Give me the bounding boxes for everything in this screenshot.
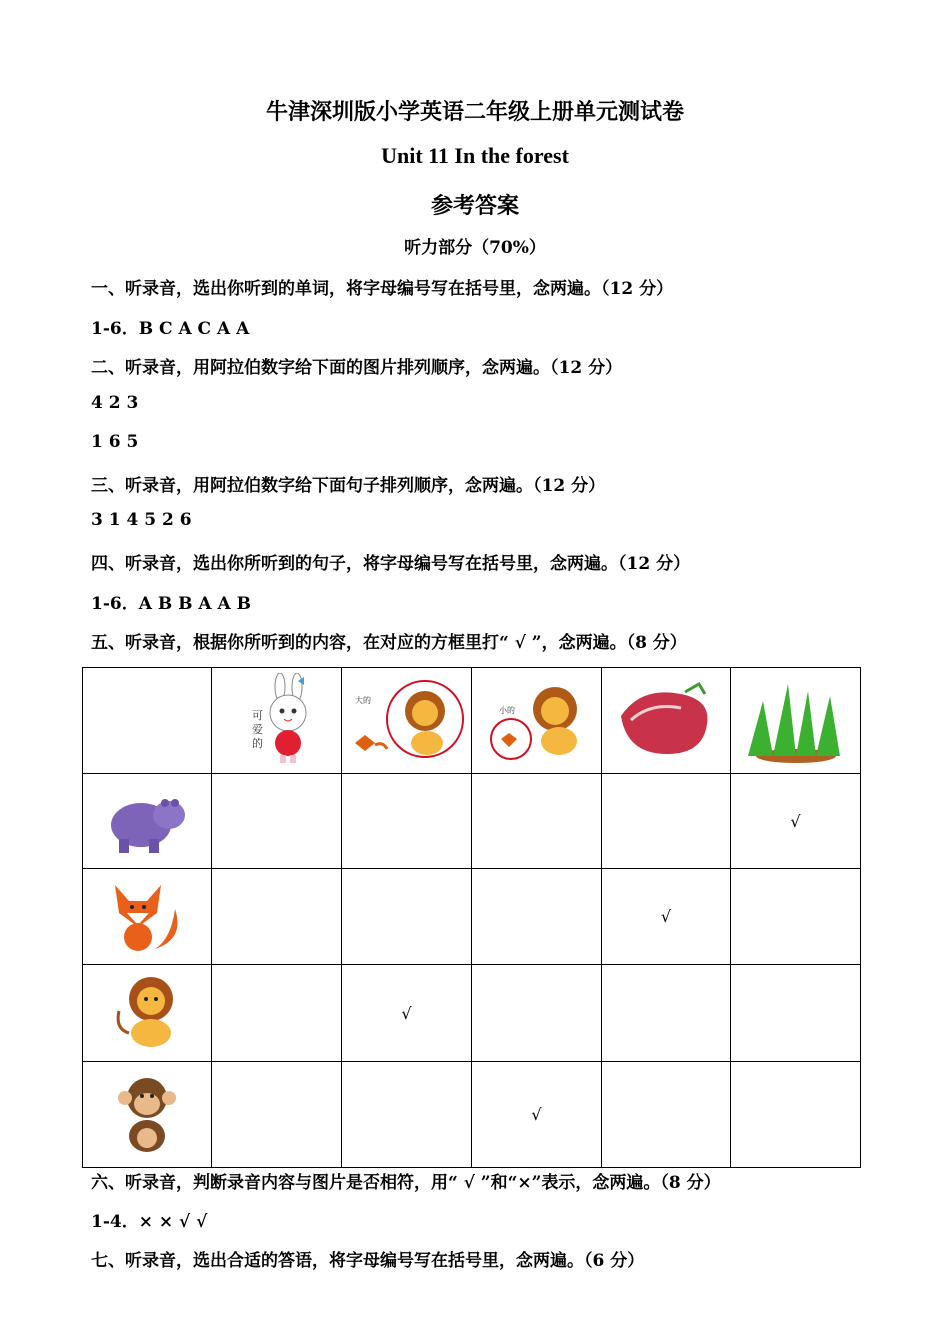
- section-4-instruction: 四、听录音，选出你所听到的句子，将字母编号写在括号里，念两遍。（12 分）: [91, 554, 691, 574]
- header-cell-meat: [602, 668, 731, 774]
- section-2-answer-row-2: 1 6 5: [91, 432, 139, 452]
- unit-title: Unit 11 In the forest: [381, 143, 569, 168]
- check-cell: [731, 774, 861, 869]
- hippo-cell: [83, 774, 212, 869]
- cute-label-1: 可: [251, 708, 263, 722]
- section-1-instruction: 一、听录音，选出你听到的单词，将字母编号写在括号里，念两遍。（12 分）: [91, 279, 674, 299]
- document-title: 牛津深圳版小学英语二年级上册单元测试卷: [265, 99, 684, 125]
- section-3-instruction: 三、听录音，用阿拉伯数字给下面句子排列顺序，念两遍。（12 分）: [91, 476, 606, 496]
- check-cell: [602, 774, 731, 869]
- check-cell: [472, 1062, 602, 1168]
- check-cell: [731, 965, 861, 1062]
- cute-rabbit-picture: [222, 673, 332, 769]
- check-cell: [212, 965, 342, 1062]
- check-cell: [602, 869, 731, 965]
- big-lion-picture: [347, 673, 467, 769]
- check-cell: [472, 869, 602, 965]
- lion-cell: [83, 965, 212, 1062]
- section-1-answer: 1-6．B C A C A A: [91, 319, 250, 339]
- monkey-cell: [83, 1062, 212, 1168]
- check-cell: [602, 1062, 731, 1168]
- grass-picture: [738, 676, 853, 766]
- check-cell: [602, 965, 731, 1062]
- check-cell: [342, 774, 472, 869]
- check-cell: [472, 774, 602, 869]
- check-cell: [731, 1062, 861, 1168]
- meat-picture: [611, 676, 721, 766]
- check-cell: [472, 965, 602, 1062]
- check-mark: √: [401, 1003, 412, 1023]
- table-header-row: [83, 668, 861, 774]
- header-cell-cute: [212, 668, 342, 774]
- check-mark: √: [660, 907, 672, 926]
- monkey-icon: [107, 1072, 187, 1158]
- section-4-answer: 1-6．A B B A A B: [91, 594, 251, 614]
- check-cell: [212, 869, 342, 965]
- check-cell: [212, 1062, 342, 1168]
- header-cell-big: [342, 668, 472, 774]
- check-cell: [212, 774, 342, 869]
- check-cell: [342, 965, 472, 1062]
- answer-table: [82, 667, 861, 1168]
- check-cell: [342, 869, 472, 965]
- answer-key-heading: 参考答案: [430, 193, 519, 219]
- section-7-instruction: 七、听录音，选出合适的答语，将字母编号写在括号里，念两遍。（6 分）: [91, 1251, 645, 1271]
- section-2-answer-row-1: 4 2 3: [91, 393, 139, 413]
- check-mark: √: [531, 1105, 542, 1124]
- table-row-hippo: [83, 774, 861, 869]
- check-mark: √: [790, 811, 801, 831]
- header-cell-grass: [731, 668, 861, 774]
- listening-part-heading: 听力部分（70%）: [404, 238, 546, 258]
- small-label: 小的: [498, 705, 515, 715]
- hippo-icon: [105, 785, 189, 857]
- section-6-instruction: 六、听录音，判断录音内容与图片是否相符，用“ √ ”和“×”表示，念两遍。（8 分）: [91, 1173, 721, 1193]
- table-row-lion: [83, 965, 861, 1062]
- check-cell: [342, 1062, 472, 1168]
- table-row-fox: [83, 869, 861, 965]
- small-fox-picture: [477, 673, 597, 769]
- check-cell: [731, 869, 861, 965]
- table-corner-cell: [83, 668, 212, 774]
- cute-label-2: 爱: [251, 722, 263, 736]
- fox-icon: [105, 879, 189, 955]
- fox-cell: [83, 869, 212, 965]
- section-3-answer: 3 1 4 5 2 6: [91, 510, 192, 530]
- lion-icon: [107, 973, 187, 1053]
- section-6-answer: 1-4．× × √ √: [91, 1212, 208, 1232]
- header-cell-small: [472, 668, 602, 774]
- big-label: 大的: [354, 695, 371, 705]
- section-2-instruction: 二、听录音，用阿拉伯数字给下面的图片排列顺序，念两遍。（12 分）: [91, 358, 623, 378]
- section-5-instruction: 五、听录音，根据你所听到的内容，在对应的方框里打“ √ ”，念两遍。（8 分）: [91, 633, 687, 653]
- table-row-monkey: [83, 1062, 861, 1168]
- cute-label-3: 的: [251, 736, 263, 750]
